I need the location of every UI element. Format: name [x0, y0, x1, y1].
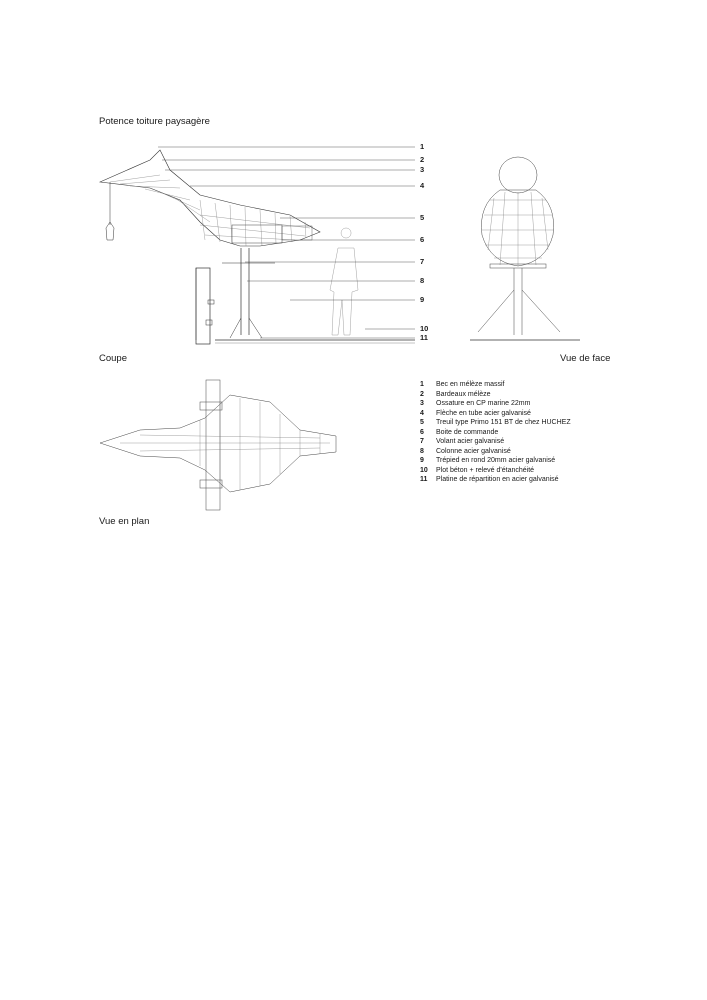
legend-number: 3: [420, 400, 424, 407]
plan-drawing: [100, 380, 336, 510]
legend-text: Flèche en tube acier galvanisé: [436, 409, 531, 417]
legend-text: Plot béton + relevé d'étanchéité: [436, 466, 535, 474]
legend-number: 9: [420, 457, 424, 464]
legend-item: [420, 428, 580, 438]
callout-number: 2: [420, 155, 425, 164]
view-label-plan: Vue en plan: [99, 516, 150, 527]
face-drawing: [470, 157, 580, 340]
callout-number: 11: [420, 333, 428, 342]
legend-number: 1: [420, 381, 424, 388]
legend-item: [420, 475, 580, 485]
legend: [420, 380, 580, 485]
legend-text: Bec en mélèze massif: [436, 381, 505, 388]
legend-number: 6: [420, 428, 424, 436]
legend-item: [420, 466, 580, 476]
legend-item: [420, 447, 580, 457]
callout-number: 9: [420, 295, 425, 304]
legend-item: [420, 456, 580, 466]
legend-text: Ossature en CP marine 22mm: [436, 400, 531, 407]
legend-text: Platine de répartition en acier galvanisé: [436, 476, 559, 483]
page-title: Potence toiture paysagère: [99, 116, 210, 127]
callout-number: 5: [420, 213, 425, 222]
legend-item: [420, 390, 580, 400]
legend-item: [420, 418, 580, 428]
callout-number: 10: [420, 324, 429, 333]
callout-number: 3: [420, 165, 425, 174]
legend-item: [420, 409, 580, 419]
callout-number: 4: [420, 181, 425, 190]
legend-number: 7: [420, 438, 424, 445]
legend-number: 4: [420, 409, 424, 417]
legend-number: 8: [420, 447, 424, 455]
legend-item: [420, 380, 580, 390]
view-label-face: Vue de face: [560, 353, 611, 364]
callout-number: 8: [420, 276, 425, 285]
view-label-coupe: Coupe: [99, 353, 127, 364]
legend-item: [420, 437, 580, 447]
legend-text: Trépied en rond 20mm acier galvanisé: [436, 457, 556, 464]
legend-text: Volant acier galvanisé: [436, 438, 505, 445]
legend-text: Colonne acier galvanisé: [436, 447, 511, 455]
callout-number: 7: [420, 257, 425, 266]
callout-number: 6: [420, 235, 425, 244]
legend-number: 2: [420, 390, 424, 398]
legend-item: [420, 399, 580, 409]
legend-number: 5: [420, 419, 424, 426]
callout-number: 1: [420, 142, 425, 151]
legend-text: Boite de commande: [436, 428, 499, 436]
coupe-drawing: [100, 147, 415, 344]
legend-text: Treuil type Primo 151 BT de chez HUCHEZ: [436, 419, 571, 426]
legend-number: 11: [420, 476, 428, 483]
legend-text: Bardeaux mélèze: [436, 390, 491, 398]
legend-number: 10: [420, 466, 428, 474]
